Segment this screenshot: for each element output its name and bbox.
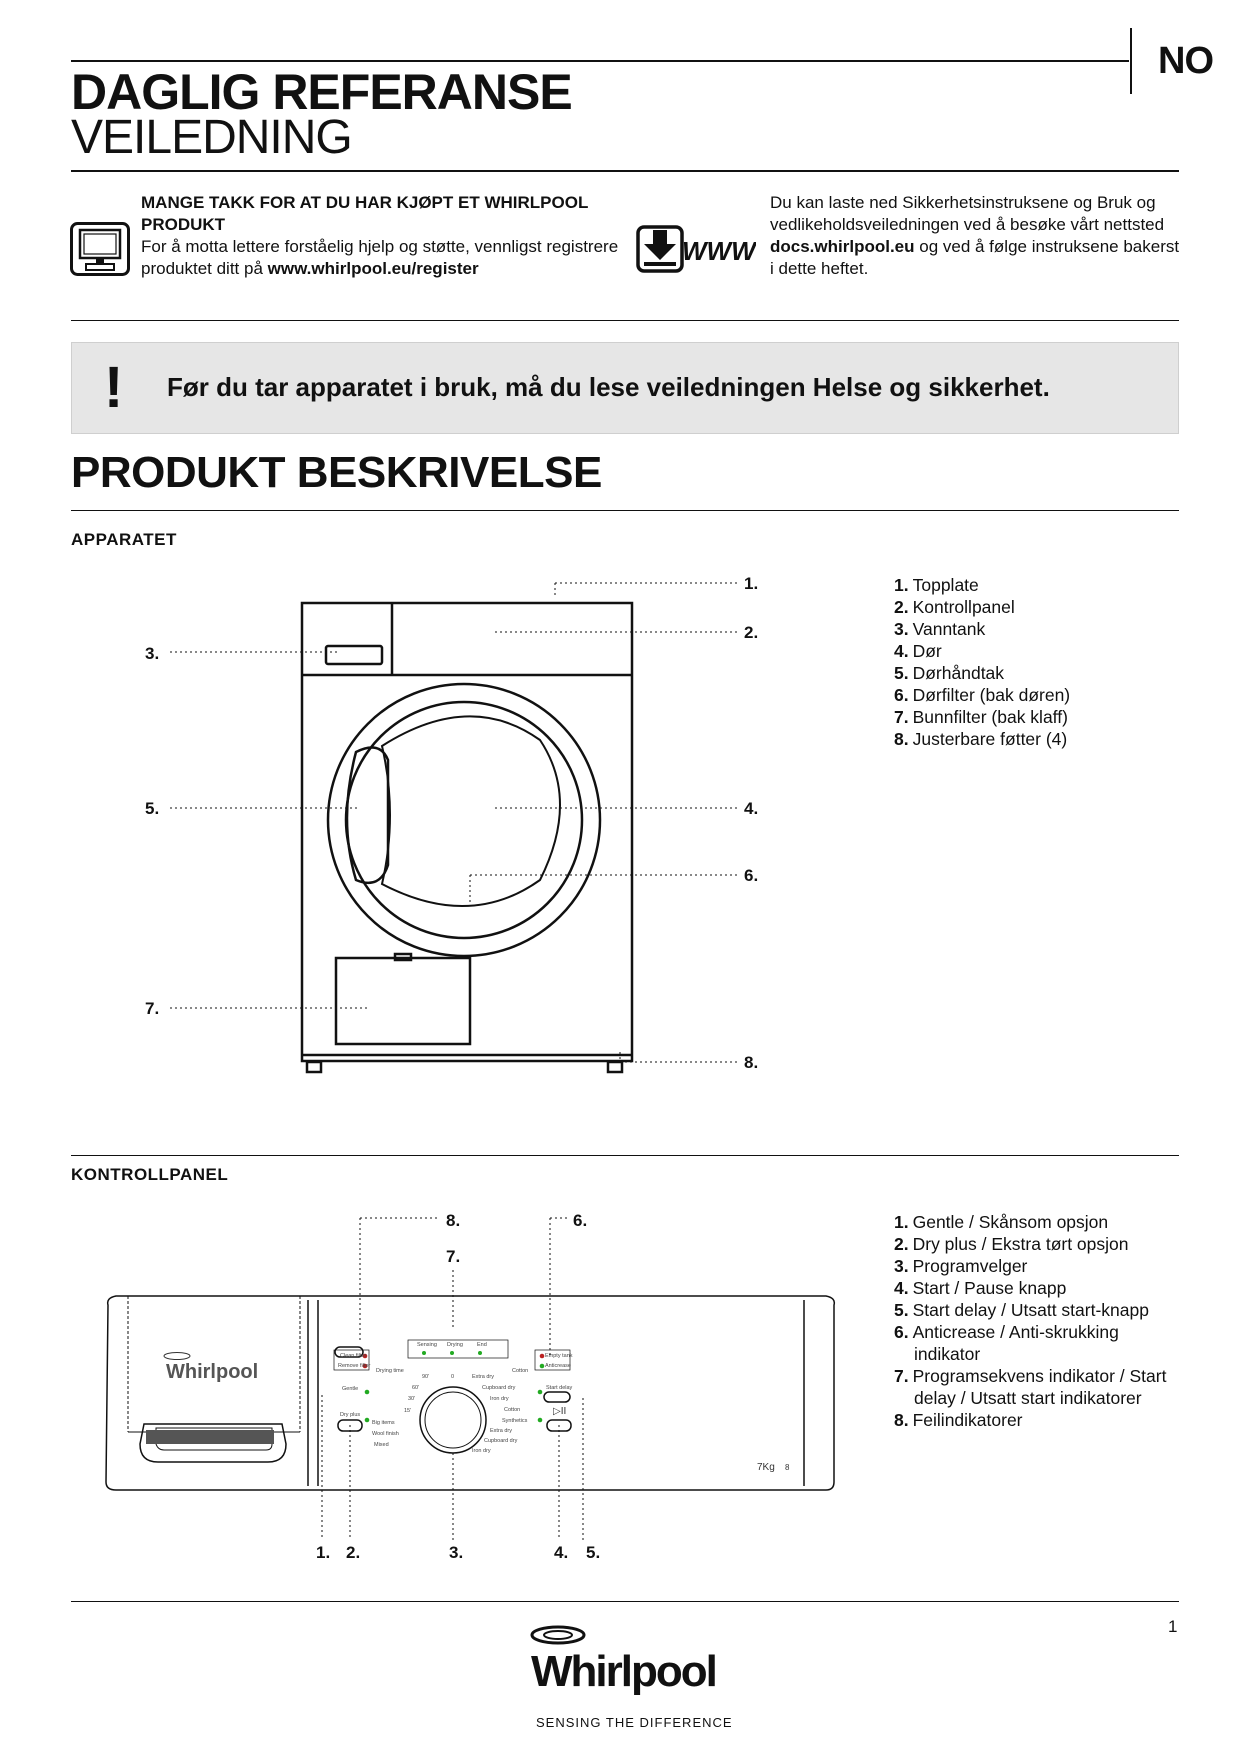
panel-dial-left: Mixed — [374, 1442, 389, 1448]
docs-link[interactable]: docs.whirlpool.eu — [770, 237, 915, 256]
download-text-before: Du kan laste ned Sikkerhetsinstruksene og Bruk og vedlikeholdsveiledningen ved å besøke vårt nettsted — [770, 193, 1165, 234]
logo-swoosh — [532, 1627, 584, 1643]
page-number: 1 — [1168, 1617, 1178, 1636]
panel-indicator-label: Empty tank — [545, 1353, 573, 1359]
panel-status-label: Drying — [447, 1342, 463, 1348]
control-callout-6: 6. — [573, 1211, 588, 1230]
panel-dial-top: 0 — [451, 1374, 455, 1380]
list-item: 3. Programvelger — [894, 1256, 1028, 1276]
register-text-body: For å motta lettere forståelig hjelp og støtte, vennligst registrere produktet ditt på — [141, 237, 619, 278]
panel-dial-right: Cotton — [512, 1368, 529, 1374]
www-label: WWW — [682, 236, 756, 266]
play-pause-icon: ▷II — [553, 1406, 567, 1417]
appliance-callout-2: 2. — [744, 623, 759, 642]
appliance-callout-3: 3. — [145, 644, 160, 663]
control-callout-2: 2. — [346, 1543, 361, 1562]
list-item: 3. Vanntank — [894, 619, 986, 639]
panel-dial-left: Drying time — [376, 1368, 404, 1374]
panel-dial-right: Cotton — [504, 1407, 521, 1413]
panel-dial-right: Cupboard dry — [482, 1385, 516, 1391]
panel-dial-left: 15' — [404, 1408, 412, 1414]
panel-dial-left: Wool finish — [372, 1431, 399, 1437]
list-item: 6. Anticrease / Anti-skrukking — [894, 1322, 1119, 1342]
list-item: 4. Dør — [894, 641, 942, 661]
panel-dial-right: Cupboard dry — [484, 1438, 518, 1444]
panel-dial-left: 30' — [408, 1396, 416, 1402]
whirlpool-logo — [525, 1624, 725, 1714]
panel-status-label: Sensing — [417, 1342, 437, 1348]
panel-dial-right: Extra dry — [490, 1428, 513, 1434]
logo-wordmark: Whirlpool — [531, 1647, 716, 1696]
list-item: 6. Dørfilter (bak døren) — [894, 685, 1071, 705]
list-item: 7. Bunnfilter (bak klaff) — [894, 707, 1068, 727]
control-callout-3: 3. — [449, 1543, 464, 1562]
list-item: 5. Dørhåndtak — [894, 663, 1005, 683]
panel-dial-right: Extra dry — [472, 1374, 495, 1380]
panel-dial-left: Big items — [372, 1420, 395, 1426]
control-callout-1: 1. — [316, 1543, 331, 1562]
section-title: PRODUKT BESKRIVELSE — [71, 448, 602, 497]
exclamation-icon: ! — [104, 355, 124, 420]
appliance-heading: APPARATET — [71, 530, 177, 549]
document-title: DAGLIG REFERANSE — [71, 64, 572, 120]
footer-rule — [71, 1601, 1179, 1602]
list-item: 1. Topplate — [894, 575, 979, 595]
language-code: NO — [1158, 40, 1213, 82]
control-callout-5: 5. — [586, 1543, 601, 1562]
panel-dial-right: Iron dry — [472, 1448, 491, 1454]
list-item: 7. Programsekvens indikator / Start — [894, 1366, 1167, 1386]
safety-warning-text: Før du tar apparatet i bruk, må du lese veiledningen Helse og sikkerhet. — [167, 372, 1050, 402]
control-heading: KONTROLLPANEL — [71, 1165, 229, 1184]
list-item: 5. Start delay / Utsatt start-knapp — [894, 1300, 1149, 1320]
panel-indicator-label: Anticrease — [545, 1363, 571, 1369]
panel-capacity-suffix: 8 — [785, 1463, 790, 1472]
list-item-continuation: indikator — [914, 1344, 981, 1364]
list-item: 2. Dry plus / Ekstra tørt opsjon — [894, 1234, 1129, 1254]
appliance-callout-5: 5. — [145, 799, 160, 818]
control-legend — [894, 1211, 1166, 1431]
control-callout-7: 7. — [446, 1247, 461, 1266]
panel-status-label: End — [477, 1342, 487, 1348]
panel-dial-left: 90' — [422, 1374, 430, 1380]
list-item-continuation: delay / Utsatt start indikatorer — [914, 1388, 1142, 1408]
control-callout-4: 4. — [554, 1543, 569, 1562]
thanks-heading: MANGE TAKK FOR AT DU HAR KJØPT ET WHIRLPOOL PRODUKT — [141, 193, 589, 234]
appliance-callout-8: 8. — [744, 1053, 759, 1072]
appliance-callout-4: 4. — [744, 799, 759, 818]
document-subtitle: VEILEDNING — [71, 111, 352, 164]
list-item: 8. Feilindikatorer — [894, 1410, 1023, 1430]
panel-gentle-label: Gentle — [342, 1386, 359, 1392]
tagline: SENSING THE DIFFERENCE — [536, 1715, 733, 1730]
panel-brand-swoosh — [164, 1353, 190, 1360]
list-item: 1. Gentle / Skånsom opsjon — [894, 1212, 1109, 1232]
list-item: 2. Kontrollpanel — [894, 597, 1015, 617]
panel-brand: Whirlpool — [166, 1361, 259, 1383]
panel-indicator-label: Clean filter — [340, 1353, 367, 1359]
list-item: 8. Justerbare føtter (4) — [894, 729, 1068, 749]
panel-indicator-label: Remove filter — [338, 1363, 371, 1369]
panel-dial-right: Iron dry — [490, 1396, 509, 1402]
panel-dryplus-label: Dry plus — [340, 1412, 361, 1418]
download-text-after: og ved å følge instruksene bakerst i dette heftet. — [770, 237, 1180, 278]
panel-capacity: 7Kg — [757, 1462, 775, 1473]
appliance-callout-1: 1. — [744, 574, 759, 593]
list-item: 4. Start / Pause knapp — [894, 1278, 1067, 1298]
panel-dial-right: Synthetics — [502, 1418, 528, 1424]
appliance-callout-7: 7. — [145, 999, 160, 1018]
panel-startdelay-label: Start delay — [546, 1385, 573, 1391]
control-callout-8: 8. — [446, 1211, 461, 1230]
appliance-callout-6: 6. — [744, 866, 759, 885]
register-link[interactable]: www.whirlpool.eu/register — [267, 259, 479, 278]
panel-dial-left: 60' — [412, 1385, 420, 1391]
